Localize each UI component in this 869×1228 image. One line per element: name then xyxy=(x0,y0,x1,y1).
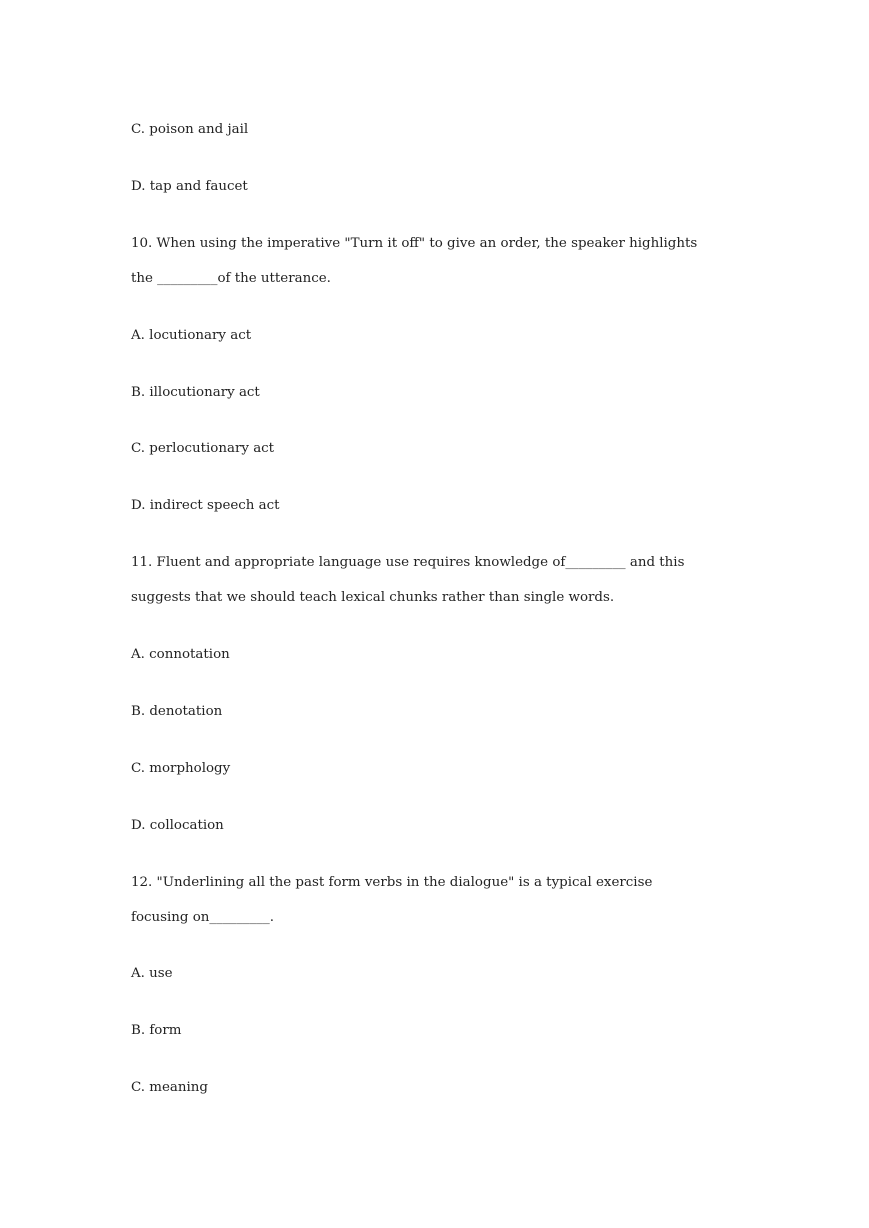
question-11-stem-line-2: suggests that we should teach lexical chunks rather than single words. xyxy=(131,590,615,605)
question-10-option-a: A. locutionary act xyxy=(131,328,252,343)
question-12-stem-line-2: focusing on_________. xyxy=(131,910,274,925)
question-10-stem-line-2: the _________of the utterance. xyxy=(131,271,331,286)
question-11-option-a: A. connotation xyxy=(131,647,230,662)
question-11-stem-line-1: 11. Fluent and appropriate language use requires knowledge of_________ and this xyxy=(131,555,685,570)
question-10-stem-line-1: 10. When using the imperative "Turn it off" to give an order, the speaker highlights xyxy=(131,236,698,251)
question-10-option-d: D. indirect speech act xyxy=(131,498,280,513)
question-10-option-c: C. perlocutionary act xyxy=(131,441,275,456)
question-11-option-d: D. collocation xyxy=(131,818,224,833)
question-12-option-a: A. use xyxy=(131,966,173,981)
question-11-option-b: B. denotation xyxy=(131,704,223,719)
option-c-prev: C. poison and jail xyxy=(131,122,249,137)
question-12-option-b: B. form xyxy=(131,1023,182,1038)
question-11-option-c: C. morphology xyxy=(131,761,231,776)
question-10-option-b: B. illocutionary act xyxy=(131,385,260,400)
option-d-prev: D. tap and faucet xyxy=(131,179,248,194)
question-12-stem-line-1: 12. "Underlining all the past form verbs in the dialogue" is a typical exercise xyxy=(131,875,653,890)
question-12-option-c: C. meaning xyxy=(131,1080,208,1095)
